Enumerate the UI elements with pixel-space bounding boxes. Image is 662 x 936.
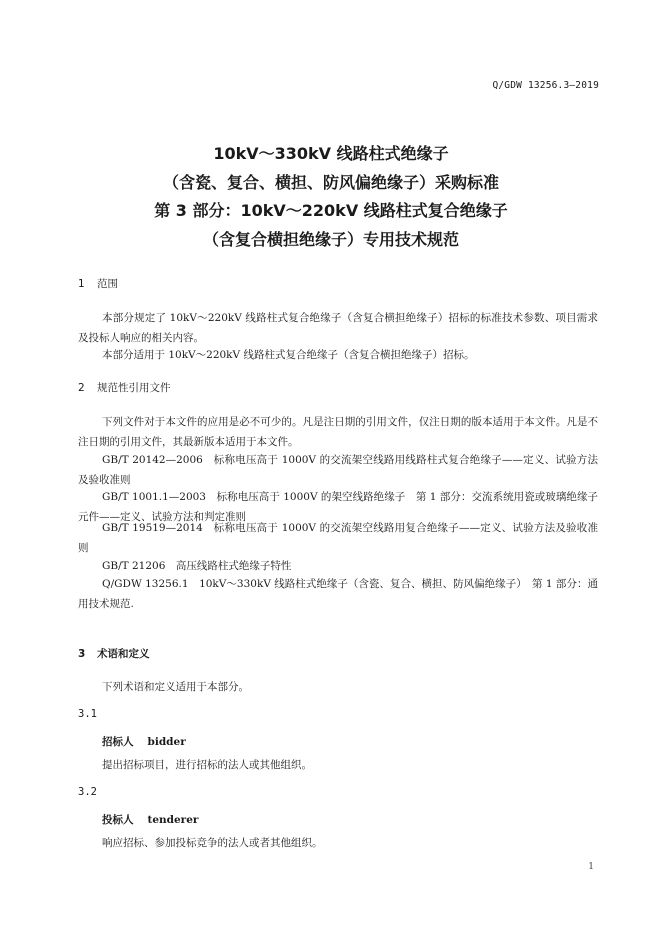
section-title: 范围 [97,278,118,290]
term-title [102,812,198,827]
term-number: 3.2 [78,786,97,798]
section-title: 术语和定义 [97,648,150,660]
title-line-2: （含瓷、复合、横担、防风偏绝缘子）采购标准 [162,172,499,192]
standard-code: Q/GDW 13256.3—2019 [492,80,599,91]
scope-paragraph-2: 本部分适用于 10kV～220kV 线路柱式复合绝缘子（含复合横担绝缘子）招标。 [102,349,475,361]
title-line-1: 10kV～330kV 线路柱式绝缘子 [213,144,449,163]
scope-paragraph-1: 本部分规定了 10kV～220kV 线路柱式复合绝缘子（含复合横担绝缘子）招标的标准技术参数、项目需求及投标人响应的相关内容。 [78,312,598,344]
page-number: 1 [588,862,594,872]
section-number: 2 [78,382,85,394]
reference-item: GB/T 19519—2014 标称电压高于 1000V 的交流架空线路用复合绝缘子——定义、试验方法及验收准则 [78,522,598,554]
section-title: 规范性引用文件 [97,382,171,394]
section-number: 3 [78,648,86,660]
reference-item: GB/T 20142—2006 标称电压高于 1000V 的交流架空线路用线路柱式复合绝缘子——定义、试验方法及验收准则 [78,454,598,486]
term-english: bidder [147,736,186,748]
section-2-heading [78,380,171,395]
title-line-3: 第 3 部分：10kV～220kV 线路柱式复合绝缘子 [154,201,508,220]
term-number: 3.1 [78,708,97,720]
section-3-heading [78,646,150,661]
references-intro: 下列文件对于本文件的应用是必不可少的。凡是注日期的引用文件，仅注日期的版本适用于本文件。凡是不注日期的引用文件，其最新版本适用于本文件。 [78,416,598,448]
section-1-heading [78,276,118,291]
reference-item: Q/GDW 13256.1 10kV～330kV 线路柱式绝缘子（含瓷、复合、横担、防风偏绝缘子） 第 1 部分：通用技术规范. [78,578,598,610]
term-chinese: 招标人 [102,736,134,748]
title-line-4: （含复合横担绝缘子）专用技术规范 [202,229,459,249]
term-english: tenderer [147,814,199,826]
terms-intro: 下列术语和定义适用于本部分。 [102,681,249,693]
term-title [102,734,186,749]
term-definition: 响应招标、参加投标竞争的法人或者其他组织。 [102,837,323,849]
term-chinese: 投标人 [102,814,134,826]
reference-item: GB/T 21206 高压线路柱式绝缘子特性 [102,560,292,572]
section-number: 1 [78,278,85,290]
term-definition: 提出招标项目，进行招标的法人或其他组织。 [102,759,312,771]
document-title [0,140,662,254]
reference-item: GB/T 1001.1—2003 标称电压高于 1000V 的架空线路绝缘子 第 1 部分：交流系统用瓷或玻璃绝缘子元件——定义、试验方法和判定准则 [78,491,598,523]
